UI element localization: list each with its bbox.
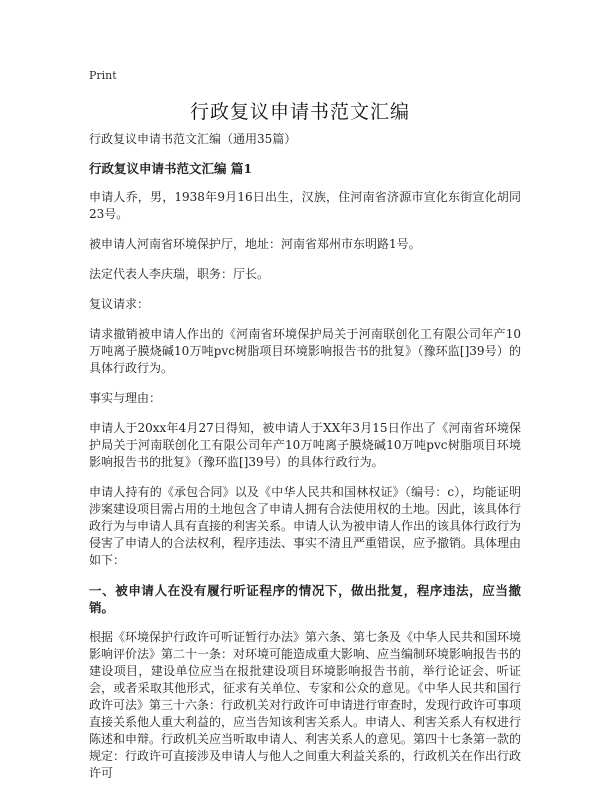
paragraph: 法定代表人李庆瑞，职务：厅长。 [89,267,270,281]
paragraph: 申请人乔，男，1938年9月16日出生，汉族，住河南省济源市宣化东街宣化胡同23号。 [89,190,521,221]
section-heading: 行政复议申请书范文汇编 篇1 [89,161,253,176]
paragraph: 申请人于20xx年4月27日得知，被申请人于XX年3月15日作出了《河南省环境保护局关于河南联创化工有限公司年产10万吨离子膜烧碱10万吨pvc树脂项目环境影响报告书的批复》（豫环监[]39号）的具体行政行为。 [89,421,521,469]
document-subtitle: 行政复议申请书范文汇编（通用35篇） [89,132,297,146]
paragraph: 根据《环境保护行政许可听证暂行办法》第六条、第七条及《中华人民共和国环境影响评价法》第二十一条：对环境可能造成重大影响、应当编制环境影响报告书的建设项目，建设单位应当在报批建设项目环境影响报告书前，举行论证会、听证会，或者采取其他形式，征求有关单位、专家和公众的意见。《中华人民共和国行政许可法》第三十六条：行政机关对行政许可申请进行审查时，发现行政许可事项直接关系他人重大利益的，应当告知该利害关系人。申请人、利害关系人有权进行陈述和申辩。行政机关应当听取申请人、利害关系人的意见。第四十七条第一款的规定：行政许可直接涉及申请人与他人之间重大利益关系的，行政机关在作出行政许可 [89,630,522,780]
document-title: 行政复议申请书范文汇编 [189,101,410,123]
paragraph: 请求撤销被申请人作出的《河南省环境保护局关于河南联创化工有限公司年产10万吨离子膜烧碱10万吨pvc树脂项目环境影响报告书的批复》（豫环监[]39号）的具体行政行为。 [89,327,521,375]
paragraph: 被申请人河南省环境保护厅，地址：河南省郑州市东明路1号。 [89,237,421,251]
paragraph: 事实与理由： [89,391,162,405]
paragraph: 复议请求： [89,297,150,311]
document-body [89,131,521,795]
print-label[interactable]: Print [89,69,117,82]
paragraph: 申请人持有的《承包合同》以及《中华人民共和国林权证》（编号：c），均能证明涉案建设项目需占用的土地包含了申请人拥有合法使用权的土地。因此，该具体行政行为与申请人具有直接的利害关系。申请人认为被申请人作出的该具体行政行为侵害了申请人的合法权利，程序违法、事实不清且严重错误，应予撤销。具体理由如下： [89,485,522,567]
bold-heading: 一、被申请人在没有履行听证程序的情况下，做出批复，程序违法，应当撤销。 [89,583,521,615]
